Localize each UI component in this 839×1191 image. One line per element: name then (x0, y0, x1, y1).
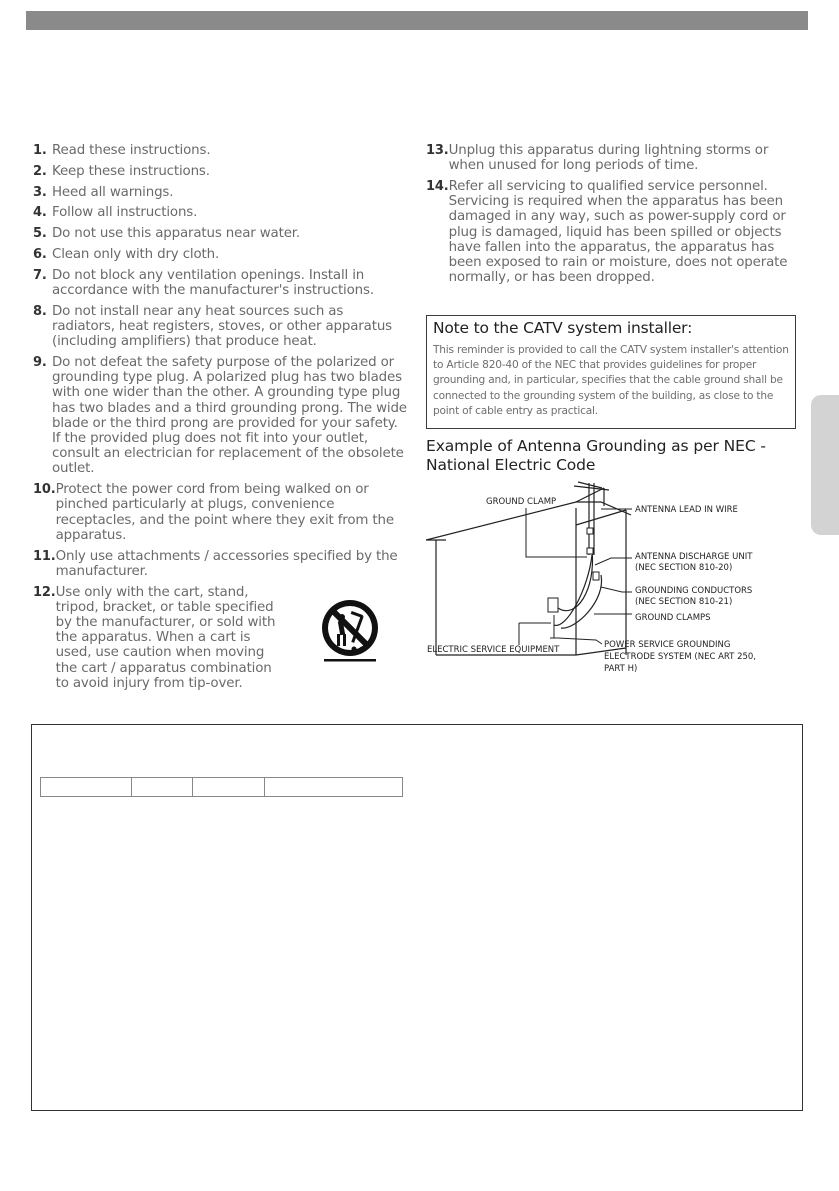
label-power-service-2: ELECTRODE SYSTEM (NEC ART 250, (604, 652, 757, 662)
item-number: 5. (33, 226, 47, 242)
antenna-grounding-diagram (426, 480, 808, 680)
item-text: Refer all servicing to qualified service personnel. Servicing is required when the apparatus has been damaged in any way, such as power-supply cord or plug is damaged, liquid has been spilled or objects have fallen into the apparatus, the apparatus has been exposed to rain or moisture, does not operate normally, or has been dropped. (448, 179, 788, 286)
item-text: Clean only with dry cloth. (52, 246, 220, 262)
label-ground-clamps: GROUND CLAMPS (635, 613, 711, 623)
list-item (33, 304, 409, 350)
list-item (426, 143, 804, 173)
list-item (33, 549, 409, 579)
item-text: Do not defeat the safety purpose of the polarized or grounding type plug. A polarized plug has two blades with one wider than the other. A grounding type plug has two blades and a third grounding prong. The wide blade or the third prong are provided for your safety. If the provided plug does not fit into your outlet, consult an electrician for replacement of the obsolete outlet. (52, 354, 407, 477)
item-text: Do not install near any heat sources such as radiators, heat registers, stoves, or other apparatus (including amplifiers) that produce heat. (52, 303, 392, 350)
list-item (33, 205, 409, 220)
list-item (426, 179, 804, 285)
list-item (33, 482, 409, 543)
note-body: This reminder is provided to call the CATV system installer's attention to Article 820-40 of the NEC that provides guidelines for proper grounding and, in particular, specifies that the cable ground shall be connected to the grounding system of the building, as close to the point of cable entry as practical. (433, 344, 789, 417)
item-number: 8. (33, 303, 47, 319)
house-outline (426, 488, 631, 655)
header-bar (26, 11, 808, 30)
side-tab (811, 395, 839, 535)
list-item (33, 355, 409, 477)
instructions-left-column (33, 143, 409, 697)
item-number: 2. (33, 163, 47, 179)
item-text: Read these instructions. (52, 143, 211, 158)
table-cell (132, 778, 193, 796)
item-number: 14. (426, 179, 449, 194)
catv-note-box (426, 315, 796, 429)
item-text: Heed all warnings. (52, 184, 174, 200)
item-number: 10. (33, 482, 56, 498)
item-number: 13. (426, 143, 449, 158)
list-item (33, 164, 409, 179)
label-discharge-section: (NEC SECTION 810-20) (635, 563, 733, 573)
instructions-right-column (426, 143, 804, 291)
item-number: 9. (33, 354, 47, 370)
item-number: 7. (33, 267, 47, 283)
info-table (40, 777, 403, 797)
item-number: 6. (33, 246, 47, 262)
note-title: Note to the CATV system installer: (433, 319, 693, 337)
item-text: Do not use this apparatus near water. (52, 226, 301, 242)
list-item (33, 268, 409, 298)
item-number: 12. (33, 584, 56, 600)
bottom-info-box (31, 724, 803, 1111)
table-cell (265, 778, 402, 796)
item-text: Protect the power cord from being walked on or pinched particularly at plugs, convenience receptacles, and the point where they exit from the apparatus. (55, 482, 394, 543)
list-item (33, 143, 409, 158)
list-item (33, 247, 409, 262)
label-ground-clamp: GROUND CLAMP (486, 497, 557, 507)
antenna-mast (554, 482, 609, 628)
item-number: 11. (33, 548, 56, 564)
item-number: 1. (33, 143, 47, 158)
cart-tip-over-warning-icon (318, 593, 382, 665)
item-text: Keep these instructions. (52, 163, 210, 179)
list-item (33, 185, 409, 200)
label-discharge-unit: ANTENNA DISCHARGE UNIT (635, 552, 753, 562)
item-text: Follow all instructions. (52, 205, 198, 221)
item-number: 4. (33, 205, 47, 221)
label-power-service-1: POWER SERVICE GROUNDING (604, 640, 731, 650)
label-electric-service: ELECTRIC SERVICE EQUIPMENT (427, 645, 560, 655)
item-text: Unplug this apparatus during lightning storms or when unused for long periods of time. (448, 143, 769, 174)
label-grounding-conductors: GROUNDING CONDUCTORS (635, 586, 753, 596)
antenna-grounding-title: Example of Antenna Grounding as per NEC - National Electric Code (426, 437, 766, 474)
label-antenna-lead: ANTENNA LEAD IN WIRE (635, 505, 738, 515)
item-text: Only use attachments / accessories specified by the manufacturer. (55, 548, 398, 579)
table-cell (193, 778, 265, 796)
item-number: 3. (33, 184, 47, 200)
list-item (33, 585, 409, 691)
table-cell (41, 778, 132, 796)
item-text: Use only with the cart, stand, tripod, bracket, or table specified by the manufacturer, or sold with the apparatus. When a cart is used, use caution when moving the cart / apparatus combination to avoid injury from tip-over. (55, 584, 276, 691)
label-power-service-3: PART H) (604, 664, 638, 674)
list-item (33, 226, 409, 241)
item-text: Do not block any ventilation openings. Install in accordance with the manufacturer's instructions. (52, 267, 374, 298)
label-conductors-section: (NEC SECTION 810-21) (635, 597, 733, 607)
